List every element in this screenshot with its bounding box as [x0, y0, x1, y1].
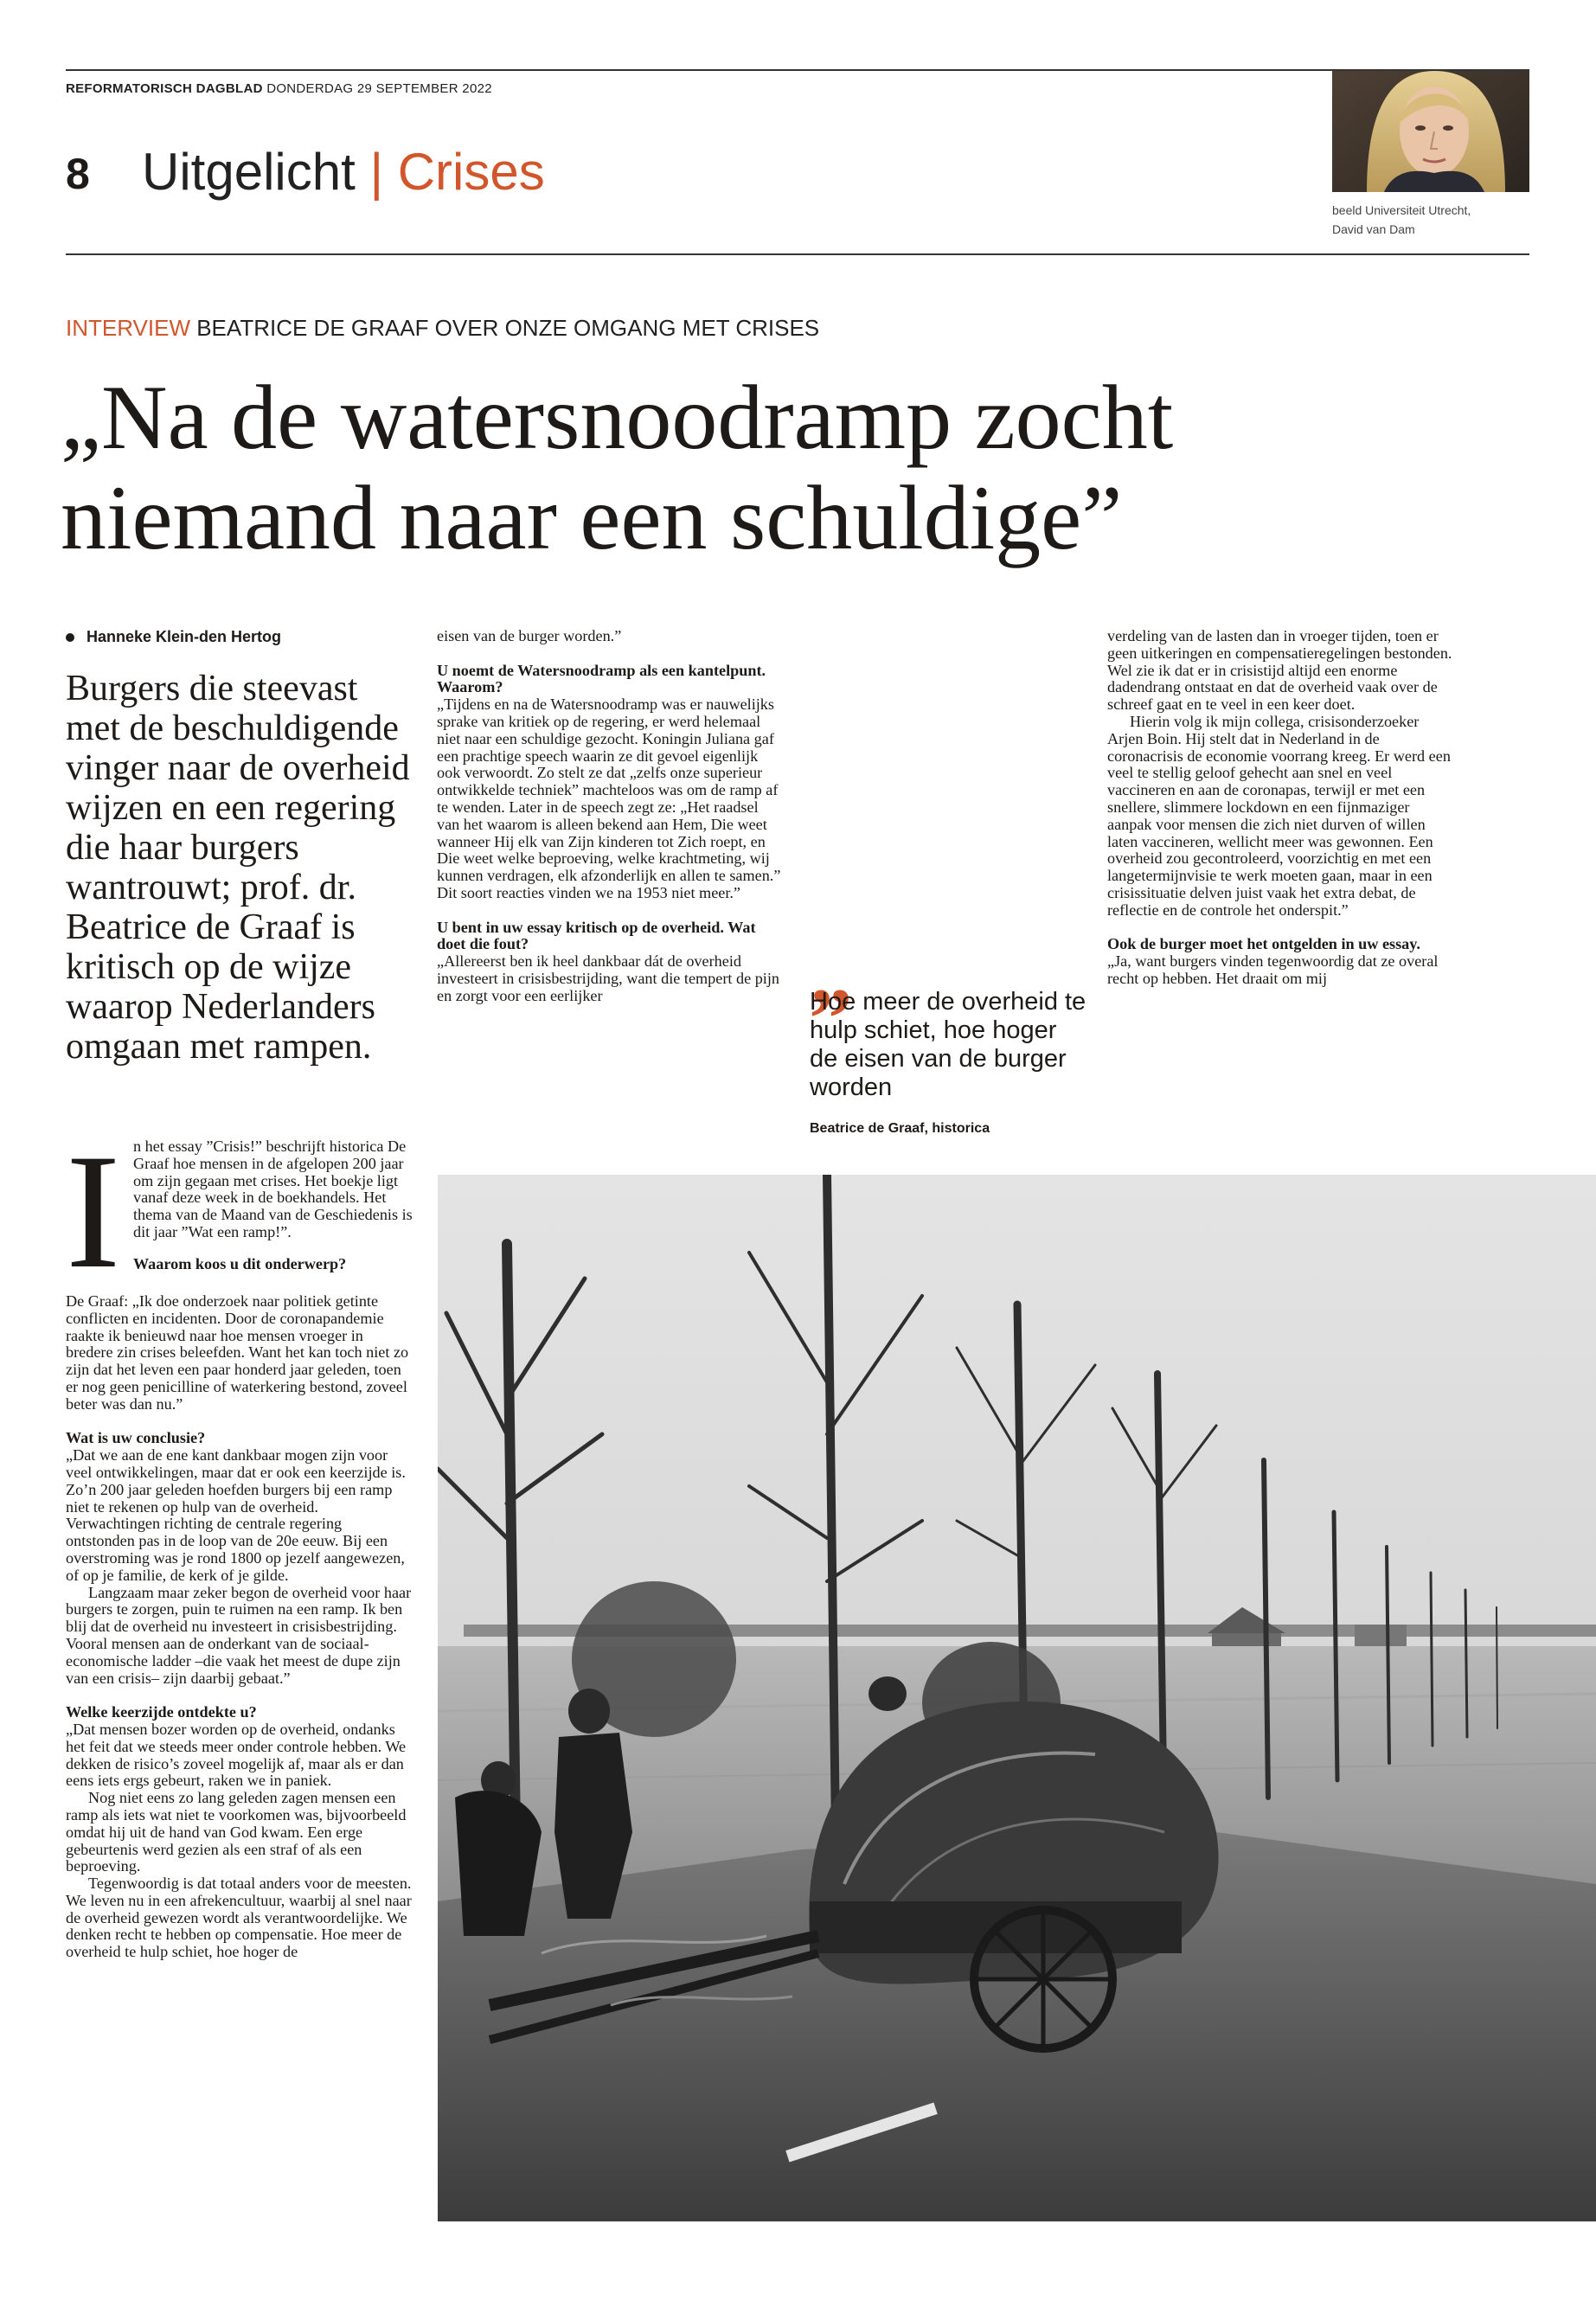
photo-credit-line: beeld Universiteit Utrecht,	[1332, 203, 1471, 217]
question: U bent in uw essay kritisch op de overheid. Wat doet die fout?	[437, 918, 756, 953]
paragraph: De Graaf: „Ik doe onderzoek naar politiek getinte conflicten en incidenten. Door de coronapandemie raakte ik benieuwd naar hoe mensen vroeger in bredere zin crises beleefden. Want het kan toch niet zo zijn dat het leven een paar honderd jaar geleden, toen er nog geen penicilline of waterkering bestond, zoveel beter was dan nu.”	[66, 1292, 409, 1413]
header-rule	[66, 253, 1529, 255]
paragraph: „Dat mensen bozer worden op de overheid, ondanks het feit dat we steeds meer onder controle hebben. We dekken de risico’s zoveel mogelijk af, maar als er dan eens iets ergs gebeurt, raken we in paniek.	[66, 1720, 407, 1790]
section-name: Uitgelicht	[142, 143, 356, 201]
question: U noemt de Watersnoodramp als een kantelpunt. Waarom?	[437, 661, 766, 696]
pull-quote-attribution: Beatrice de Graaf, historica	[810, 1121, 990, 1136]
kicker	[66, 315, 819, 342]
paragraph: „Allereerst ben ik heel dankbaar dát de overheid investeert in crisisbestrijding, want die tempert de pijn en zorgt voor een eerlijker	[437, 952, 779, 1004]
paragraph: „Ja, want burgers vinden tegenwoordig dat ze overal recht op hebben. Het draait om mij	[1107, 952, 1439, 987]
paragraph: n het essay ”Crisis!” beschrijft historica De Graaf hoe mensen in de afgelopen 200 jaar om zijn gegaan met crises. Het boekje ligt vanaf deze week in de boekhandels. Het thema van de Maand van de Geschiedenis is dit jaar ”Wat een ramp!”.	[133, 1138, 413, 1240]
question: Waarom koos u dit onderwerp?	[133, 1254, 347, 1272]
paragraph: eisen van de burger worden.”	[437, 627, 622, 644]
portrait-photo-icon	[1332, 71, 1529, 192]
column-1-lead	[133, 1138, 413, 1273]
question: Ook de burger moet het ontgelden in uw essay.	[1107, 935, 1420, 953]
byline	[66, 628, 281, 646]
column-2	[437, 628, 785, 1005]
masthead-paper: REFORMATORISCH DAGBLAD	[66, 81, 263, 96]
column-1-body	[66, 1293, 413, 1961]
flood-photo-svg	[438, 1175, 1596, 2221]
kicker-text: BEATRICE DE GRAAF OVER ONZE OMGANG MET CRISES	[196, 315, 820, 341]
headline-line: niemand naar een schuldige”	[61, 467, 1123, 568]
headline	[61, 368, 1522, 568]
page-number: 8	[66, 150, 90, 198]
paragraph: verdeling van de lasten dan in vroeger tijden, toen er geen uitkeringen en compensatieregelingen bestonden. Wel zie ik dat er in crisistijd altijd een enorme dadendrang ontstaat en dat de overheid vaak over de schreef gaat en te veel in een keer doet.	[1107, 627, 1452, 714]
portrait-svg	[1332, 71, 1529, 192]
paragraph: „Dat we aan de ene kant dankbaar mogen zijn voor veel ontwikkelingen, maar dat er ook een keerzijde is. Zo’n 200 jaar geleden hoefden burgers bij een ramp niet te rekenen op hulp van de overheid. Verwachtingen richting de centrale regering ontstonden pas in de loop van de 20e eeuw. Bij een overstroming was je rond 1800 op jezelf aangewezen, of op je familie, de kerk of je gilde.	[66, 1446, 406, 1584]
question: Wat is uw conclusie?	[66, 1429, 206, 1447]
byline-bullet-icon	[66, 633, 74, 642]
pull-quote-mark-icon: „	[810, 926, 853, 1022]
photo-credit	[1332, 201, 1529, 239]
byline-author: Hanneke Klein-den Hertog	[87, 628, 282, 645]
section-title	[142, 142, 545, 202]
headline-line: „Na de watersnoodramp zocht	[61, 367, 1174, 468]
drop-cap: I	[66, 1121, 121, 1303]
photo-credit-line: David van Dam	[1332, 222, 1415, 236]
kicker-tag: INTERVIEW	[66, 315, 190, 341]
paragraph: Hierin volg ik mijn collega, crisisonderzoeker Arjen Boin. Hij stelt dat in Nederland in de coronacrisis de economie voorrang kreeg. Er werd een veel te stellig geloof gehecht aan snel en veel vaccineren en aan de coronapas, terwijl er met een snellere, slimmere lockdown en een fijnmaziger aanpak voor mensen die zich niet durven of willen laten vaccineren, wellicht meer was gewonnen. Een overheid zou gecontroleerd, voorzichtig en met een langetermijnvisie te werk moeten gaan, maar in een crisissituatie delven juist vaak het extra debat, de reflectie en de controle het onderspit.”	[1107, 712, 1451, 919]
paragraph: Tegenwoordig is dat totaal anders voor de meesten. We leven nu in een afrekencultuur, waarbij al snel naar de overheid gewezen wordt als verantwoordelijke. We denken recht te hebben op compensatie. Hoe meer de overheid te hulp schiet, hoe hoger de	[66, 1875, 412, 1961]
paragraph: „Tijdens en na de Watersnoodramp was er nauwelijks sprake van kritiek op de regering, er werd helemaal niet naar een schuldige gezocht. Koningin Juliana gaf een prachtige speech waarin ze dit gevoel eigenlijk ook verwoordt. Zo stelt ze dat „zelfs onze superieur ontwikkelde techniek” machteloos was om de ramp af te wenden. Later in de speech zegt ze: „Het raadsel van het waarom is alleen bekend aan Hem, Die weet wanneer Hij elk van Zijn kinderen tot Zich roept, en Die weet welke beproeving, welke krachtmeting, wij kunnen verdragen, elk afzonderlijk en allen te samen.” Dit soort reacties vinden we na 1953 niet meer.”	[437, 695, 781, 901]
column-4	[1107, 628, 1457, 988]
masthead-date: DONDERDAG 29 SEPTEMBER 2022	[266, 81, 492, 96]
pull-quote-text: Hoe meer de overheid te hulp schiet, hoe hoger de eisen van de burger worden	[810, 988, 1086, 1101]
intro-text: Burgers die steevast met de beschuldigende vinger naar de overheid wijzen en een regering die haar burgers wantrouwt; prof. dr. Beatrice de Graaf is kritisch op de wijze waarop Nederlanders omgaan met rampen.	[66, 669, 410, 1067]
subsection-name: Crises	[397, 143, 545, 201]
paragraph: Nog niet eens zo lang geleden zagen mensen een ramp als iets wat niet te voorkomen was, bijvoorbeeld omdat hij uit de hand van God kwam. Een erge gebeurtenis werd gezien als een straf of als een beproeving.	[66, 1789, 407, 1875]
masthead	[66, 81, 492, 96]
section-separator: |	[369, 143, 384, 201]
paragraph: Langzaam maar zeker begon de overheid voor haar burgers te zorgen, puin te ruimen na een ramp. Ik ben blij dat de overheid nu investeert in crisisbestrijding. Vooral mensen aan de onderkant van de sociaal-economische ladder –die vaak het meest de dupe zijn van een crisis– zijn daarbij gebaat.”	[66, 1583, 412, 1687]
flood-scene-photo-icon	[438, 1175, 1596, 2221]
top-rule	[66, 69, 1529, 71]
question: Welke keerzijde ontdekte u?	[66, 1703, 257, 1721]
